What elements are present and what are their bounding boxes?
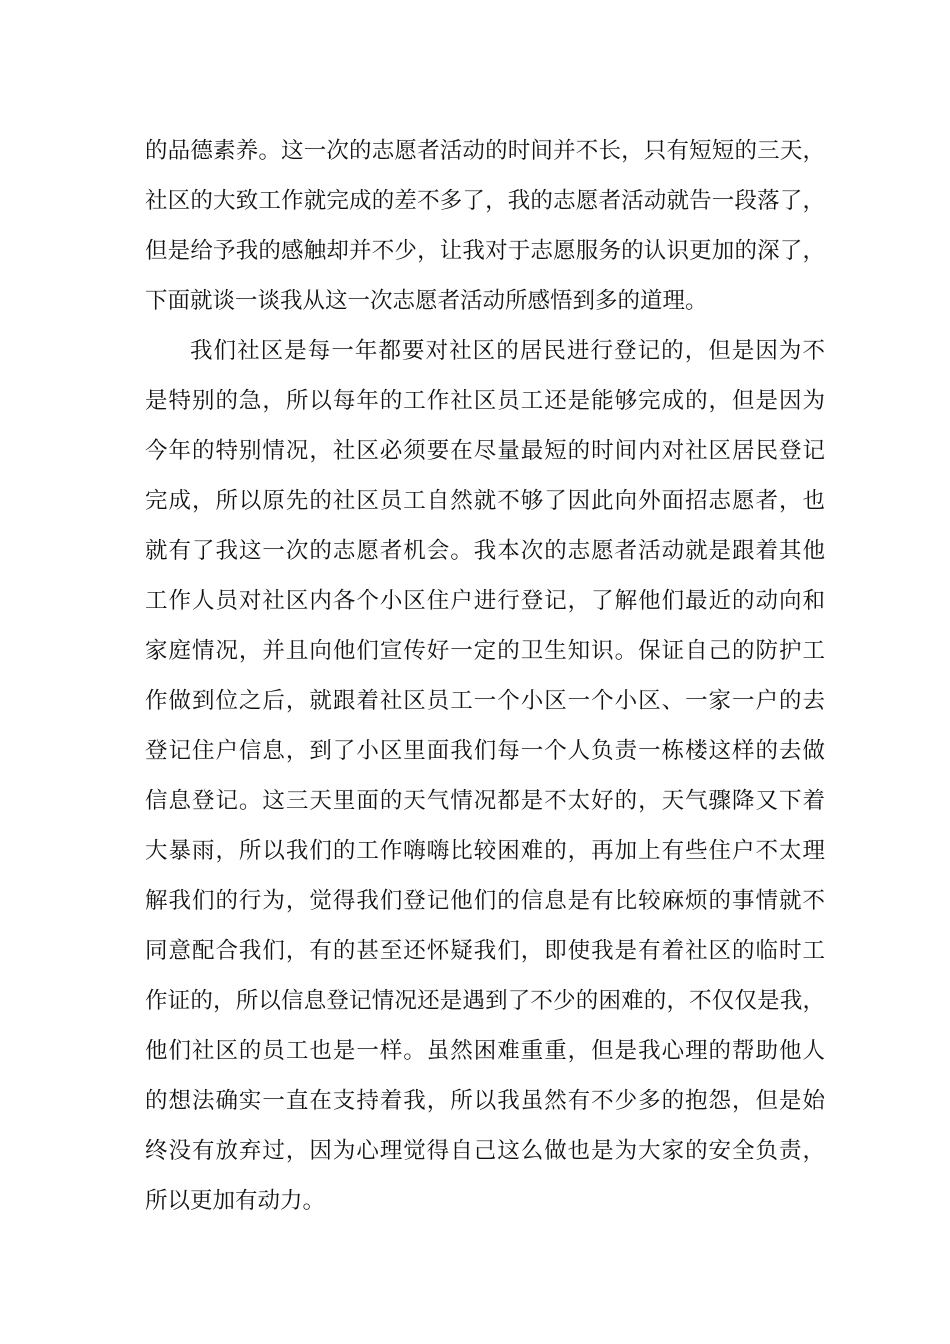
text-line: 作做到位之后，就跟着社区员工一个小区一个小区、一家一户的去 [145, 688, 825, 714]
text-line: 同意配合我们，有的甚至还怀疑我们，即使我是有着社区的临时工 [145, 938, 825, 964]
text-line: 所以更加有动力。 [145, 1188, 326, 1214]
text-line: 作证的，所以信息登记情况还是遇到了不少的困难的，不仅仅是我， [145, 988, 825, 1014]
text-line: 的品德素养。这一次的志愿者活动的时间并不长，只有短短的三天， [145, 138, 825, 164]
body-text [145, 126, 825, 1226]
text-line: 解我们的行为，觉得我们登记他们的信息是有比较麻烦的事情就不 [145, 888, 825, 914]
text-line: 他们社区的员工也是一样。虽然困难重重，但是我心理的帮助他人 [145, 1038, 825, 1064]
text-line: 下面就谈一谈我从这一次志愿者活动所感悟到多的道理。 [145, 288, 708, 314]
text-line: 我们社区是每一年都要对社区的居民进行登记的，但是因为不 [190, 338, 825, 364]
text-line: 家庭情况，并且向他们宣传好一定的卫生知识。保证自己的防护工 [145, 638, 825, 664]
text-line: 信息登记。这三天里面的天气情况都是不太好的，天气骤降又下着 [145, 788, 825, 814]
text-line: 就有了我这一次的志愿者机会。我本次的志愿者活动就是跟着其他 [145, 538, 825, 564]
text-line: 今年的特别情况，社区必须要在尽量最短的时间内对社区居民登记 [145, 438, 825, 464]
text-line: 完成，所以原先的社区员工自然就不够了因此向外面招志愿者，也 [145, 488, 825, 514]
paragraph-2 [145, 326, 825, 1226]
text-line: 是特别的急，所以每年的工作社区员工还是能够完成的，但是因为 [145, 388, 825, 414]
text-line: 的想法确实一直在支持着我，所以我虽然有不少多的抱怨，但是始 [145, 1088, 825, 1114]
text-line: 终没有放弃过，因为心理觉得自己这么做也是为大家的安全负责， [145, 1138, 825, 1164]
text-line: 社区的大致工作就完成的差不多了，我的志愿者活动就告一段落了， [145, 188, 825, 214]
text-line: 大暴雨，所以我们的工作嗨嗨比较困难的，再加上有些住户不太理 [145, 838, 825, 864]
text-line: 登记住户信息，到了小区里面我们每一个人负责一栋楼这样的去做 [145, 738, 825, 764]
text-line: 但是给予我的感触却并不少，让我对于志愿服务的认识更加的深了， [145, 238, 825, 264]
text-line: 工作人员对社区内各个小区住户进行登记，了解他们最近的动向和 [145, 588, 825, 614]
paragraph-1 [145, 126, 825, 326]
